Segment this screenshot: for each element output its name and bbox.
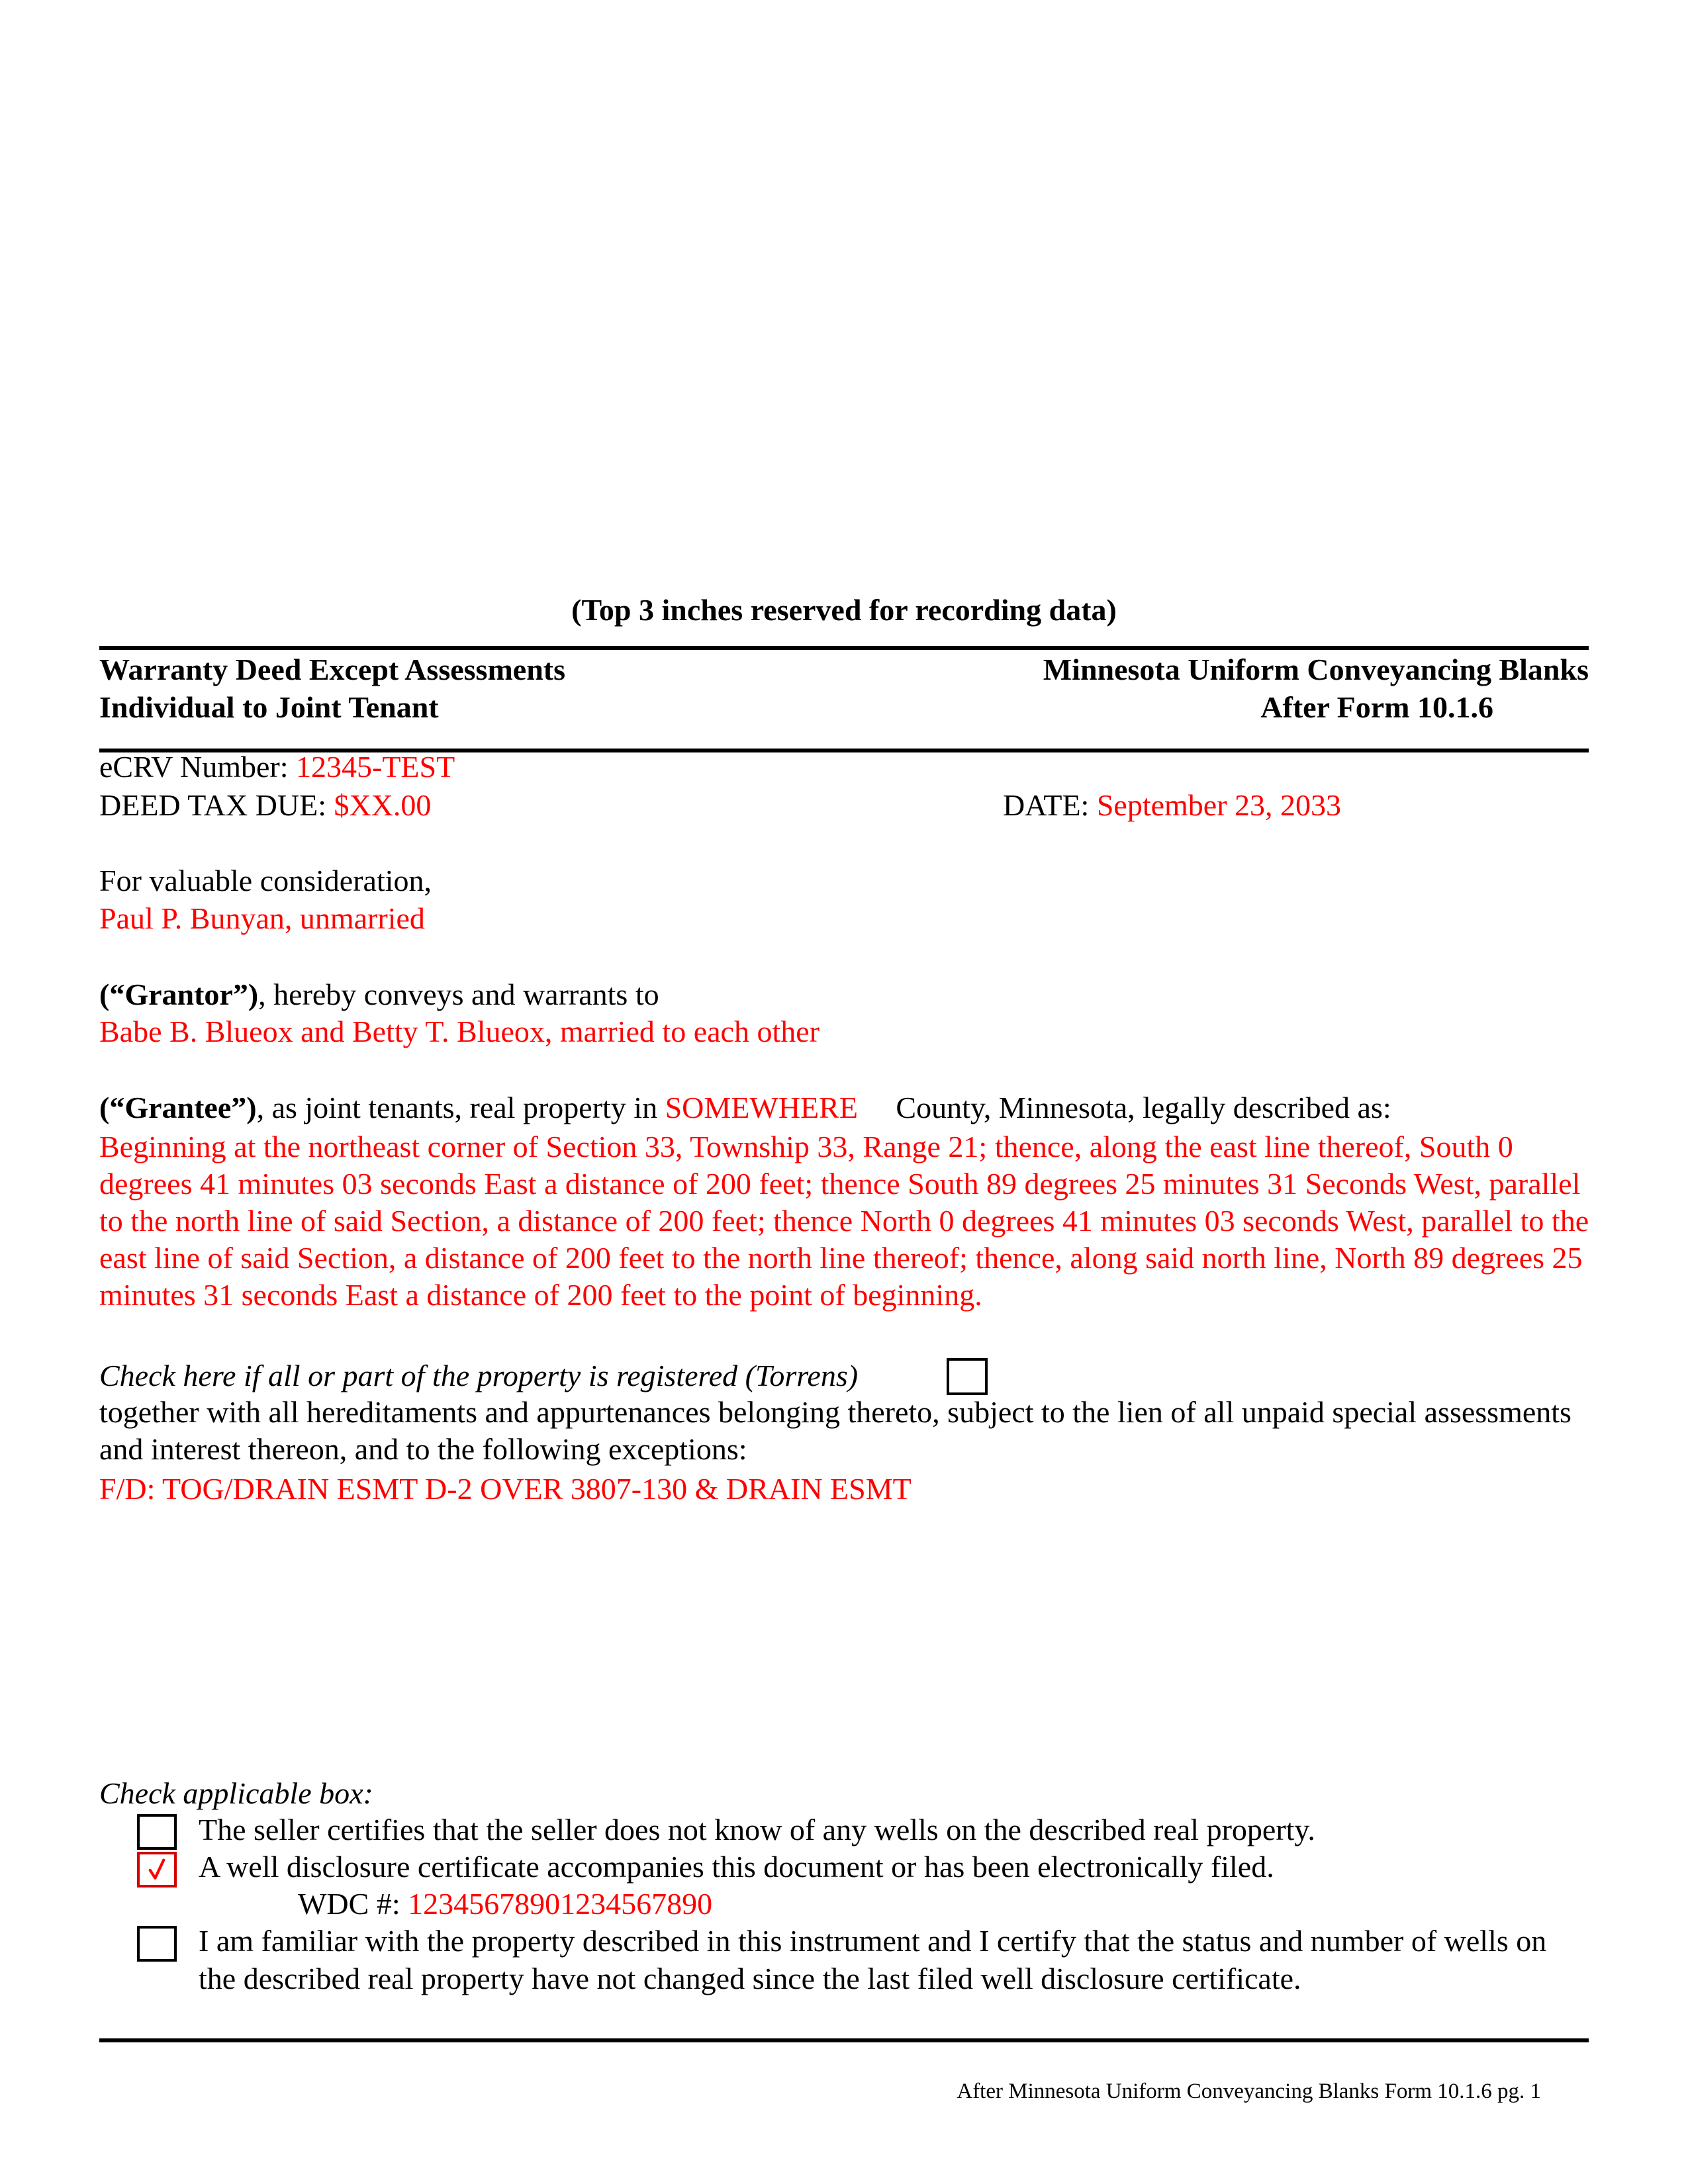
wdc-value[interactable]: 12345678901234567890 bbox=[408, 1887, 713, 1921]
deed-tax-line bbox=[99, 786, 431, 825]
exceptions-value[interactable]: F/D: TOG/DRAIN ESMT D-2 OVER 3807-130 & DRAIN ESMT bbox=[99, 1472, 912, 1506]
well-option-2-text: A well disclosure certificate accompanies this document or has been electronically filed. bbox=[199, 1850, 1274, 1884]
county-suffix: County, Minnesota, legally described as: bbox=[896, 1091, 1391, 1124]
date-label: DATE: bbox=[1003, 788, 1090, 822]
deed-tax-label: DEED TAX DUE: bbox=[99, 788, 326, 822]
ecrv-label: eCRV Number: bbox=[99, 750, 289, 784]
county-value[interactable]: SOMEWHERE bbox=[665, 1091, 858, 1124]
grantor-line bbox=[99, 976, 659, 1014]
torrens-checkbox[interactable] bbox=[947, 1358, 988, 1395]
document-subtitle: Individual to Joint Tenant bbox=[99, 690, 439, 724]
torrens-label: Check here if all or part of the property is registered (Torrens) bbox=[99, 1359, 859, 1392]
consideration-text: For valuable consideration, bbox=[99, 864, 432, 897]
form-series-title: Minnesota Uniform Conveyancing Blanks bbox=[1043, 653, 1589, 686]
wdc-label: WDC #: bbox=[298, 1887, 400, 1921]
footer-text: After Minnesota Uniform Conveyancing Blanks Form 10.1.6 pg. 1 bbox=[957, 2079, 1541, 2103]
legal-description[interactable]: Beginning at the northeast corner of Section 33, Township 33, Range 21; thence, along the east line thereof, South 0 degrees 41 minutes 03 seconds East a distance of 200 feet; thence South 89 degrees 25 minutes 31 Seconds West, parallel to the north line of said Section, a distance of 200 feet; thence North 0 degrees 41 minutes 03 seconds West, parallel to the east line of said Section, a distance of 200 feet to the north line thereof; thence, along said north line, North 89 degrees 25 minutes 31 seconds East a distance of 200 feet to the point of beginning. bbox=[99, 1130, 1589, 1312]
deed-tax-value[interactable]: $XX.00 bbox=[334, 788, 432, 822]
well-option-2-checkbox[interactable] bbox=[137, 1852, 177, 1888]
header-top-rule bbox=[99, 646, 1589, 650]
document-title: Warranty Deed Except Assessments bbox=[99, 653, 565, 686]
well-option-3-checkbox[interactable] bbox=[137, 1926, 177, 1962]
grantor-name[interactable]: Paul P. Bunyan, unmarried bbox=[99, 901, 425, 935]
grantee-term: (“Grantee”) bbox=[99, 1091, 257, 1124]
form-number: After Form 10.1.6 bbox=[1260, 690, 1493, 724]
well-option-1-text: The seller certifies that the seller does not know of any wells on the described real property. bbox=[199, 1813, 1315, 1846]
well-option-3-text: I am familiar with the property described in this instrument and I certify that the status and number of wells on the described real property have not changed since the last filed well disclosure certificate. bbox=[199, 1924, 1547, 1995]
hereditaments-text: together with all hereditaments and appurtenances belonging thereto, subject to the lien of all unpaid special assessments and interest thereon, and to the following exceptions: bbox=[99, 1395, 1571, 1466]
grantee-names[interactable]: Babe B. Blueox and Betty T. Blueox, married to each other bbox=[99, 1015, 820, 1048]
recording-reserved-note: (Top 3 inches reserved for recording data) bbox=[571, 593, 1117, 627]
wdc-line bbox=[298, 1885, 712, 1923]
ecrv-value[interactable]: 12345-TEST bbox=[296, 750, 455, 784]
grantee-line bbox=[99, 1089, 1391, 1127]
ecrv-line bbox=[99, 748, 455, 786]
checkmark-icon bbox=[140, 1854, 174, 1885]
wells-heading: Check applicable box: bbox=[99, 1776, 373, 1810]
grantor-term: (“Grantor”) bbox=[99, 978, 259, 1011]
date-line bbox=[1003, 786, 1341, 825]
date-value[interactable]: September 23, 2033 bbox=[1096, 788, 1342, 822]
footer-rule bbox=[99, 2038, 1589, 2042]
conveys-text: , hereby conveys and warrants to bbox=[258, 978, 659, 1011]
joint-tenants-text: , as joint tenants, real property in bbox=[256, 1091, 658, 1124]
well-option-1-checkbox[interactable] bbox=[137, 1814, 177, 1850]
